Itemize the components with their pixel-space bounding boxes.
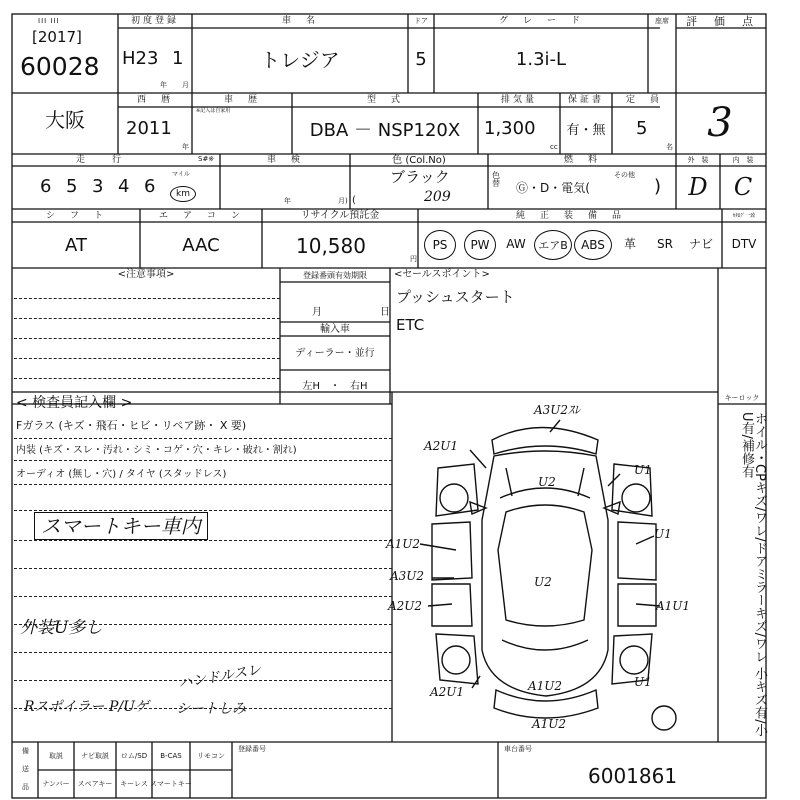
keylock-label: キーロック [724, 393, 760, 402]
shift-label: シ フ ト [45, 210, 106, 221]
mileage-digit: 4 [118, 176, 130, 197]
color: ブラック [390, 168, 450, 186]
inspector-line [14, 540, 392, 541]
displacement: 1,300 [484, 118, 536, 139]
inspector-line [14, 460, 392, 461]
import-type: ディーラー・並行 [295, 348, 375, 359]
equipment-aw: AW [506, 237, 526, 251]
door-label: ドア [414, 17, 428, 25]
fuel-options: Ⓖ・D・電気( [516, 181, 590, 195]
damage-mark: U2 [538, 475, 556, 489]
import-label: 輸入車 [320, 323, 350, 335]
damage-mark: U1 [634, 675, 652, 689]
first-reg-era: H23 [122, 48, 159, 69]
year-unit: 年 [160, 81, 167, 89]
reg-expiry-label: 登録番頭有効期限 [303, 270, 367, 280]
chassis-label: 車台番号 [504, 745, 532, 753]
displacement-unit: cc [550, 143, 558, 151]
mileage-digit: 6 [40, 176, 52, 197]
inspector-line [14, 438, 392, 439]
handwritten-smart-key: スマートキー車内 [34, 512, 208, 540]
recycle-unit: 円 [410, 255, 417, 263]
location: 大阪 [45, 108, 85, 132]
mileage-km: km [170, 186, 196, 202]
exterior-label: 外 装 [687, 156, 709, 164]
color-change-label: 色替 [492, 171, 500, 188]
first-reg-month: 1 [172, 48, 184, 69]
note-line [14, 358, 280, 359]
fuel-other-label: その他 [614, 171, 635, 179]
note-line [14, 338, 280, 339]
sales-points-label: <セールスポイント> [394, 269, 490, 280]
handwritten-exterior: 外装U多し [20, 618, 103, 638]
footer-item: キーレス [120, 779, 148, 788]
model-year: 2011 [126, 118, 172, 139]
first-reg-label: 初度登録 [130, 16, 179, 26]
color-number: 209 [424, 189, 451, 205]
history-note: ※記入は自家用 [196, 108, 231, 114]
footer-item: ナビ取説 [81, 751, 109, 760]
mileage-mile: マイル [172, 171, 190, 178]
grade-label: グ レ ー ド [498, 16, 583, 26]
mileage-digit: 6 [144, 176, 156, 197]
equipment-navi: ナビ [688, 237, 713, 251]
lot-number: 60028 [20, 52, 100, 81]
damage-mark: A1U1 [656, 599, 691, 613]
score: 3 [707, 100, 733, 146]
warranty: 有・無 [566, 122, 606, 138]
damage-mark: A2U1 [424, 439, 459, 453]
footer-label-c: 送 [22, 765, 29, 773]
damage-mark: A1U2 [532, 717, 567, 731]
fuel-label: 燃 料 [563, 155, 600, 165]
note-line [14, 298, 280, 299]
capacity-label: 定 員 [625, 95, 662, 105]
car-name-label: 車 名 [281, 16, 318, 26]
capacity-unit: 名 [666, 143, 673, 151]
interior-grade: C [733, 173, 753, 201]
inspection-year-unit: 年 [284, 197, 291, 205]
side-note: ホイル・CPキズ/ワレ/ドアミラーキズ/ワレ 小キズ有/小U有/補修有 [739, 412, 767, 737]
year-code-top: III III [38, 17, 60, 25]
damage-mark: U2 [534, 575, 552, 589]
equipment-leather: 革 [623, 237, 636, 251]
history-label: 車 歴 [223, 95, 260, 105]
damage-mark: U1 [634, 463, 652, 477]
color-label: 色 (Col.No) [392, 154, 446, 166]
glass-line: Fガラス (キズ・飛石・ヒビ・リペア跡・ X 要) [16, 419, 247, 432]
score-label: 評 価 点 [686, 15, 756, 28]
recycle-label: リサイクル預託金 [300, 210, 380, 221]
equipment-airbag: エアB [534, 230, 572, 260]
exterior-grade: D [688, 173, 708, 201]
plate-label: 登録番号 [238, 745, 266, 753]
handwritten-handle: ハンドルスレ [177, 661, 263, 693]
reg-month: 月 [312, 307, 322, 318]
equipment-label: 純 正 装 備 品 [515, 210, 624, 221]
ac-label: エ ア コ ン [158, 210, 243, 221]
inspector-line [14, 510, 392, 511]
sales-point: ETC [396, 316, 425, 334]
catalyst-label: ｶﾀﾛｸﾞ一致 [732, 212, 756, 219]
reg-day: 日 [380, 307, 390, 318]
damage-mark: U1 [654, 527, 672, 541]
seat-header-label: 座席 [655, 17, 669, 25]
year-code: [2017] [32, 28, 82, 46]
inspector-line [14, 652, 392, 653]
equipment-abs: ABS [574, 230, 612, 260]
damage-mark: A2U1 [430, 685, 465, 699]
footer-item: スペアキー [77, 779, 113, 788]
footer-item: B-CAS [160, 751, 182, 760]
mileage-digit: 3 [92, 176, 104, 197]
chassis-number: 6001861 [588, 764, 678, 788]
footer-item: ロム/SD [120, 751, 148, 760]
steering: 左H ・ 右H [302, 381, 368, 392]
month-unit: 月 [182, 81, 189, 89]
inspector-line [14, 568, 392, 569]
inspection-label: 車 検 [266, 155, 303, 165]
model-year-unit: 年 [182, 143, 189, 151]
doors: 5 [415, 49, 427, 70]
displacement-label: 排気量 [500, 95, 537, 105]
handwritten-seat: シートしみ [176, 701, 246, 717]
footer-item: スマートキー [150, 779, 192, 788]
recycle-fee: 10,580 [296, 234, 366, 258]
mileage-label: 走 行 [75, 155, 124, 165]
equipment-ps: PS [424, 230, 456, 260]
mileage-digits [34, 172, 164, 202]
footer-item: 取説 [49, 751, 63, 760]
handwritten-spoiler: Rスポイラー P/Uゲ [24, 699, 149, 715]
damage-mark: A1U2 [386, 537, 421, 551]
damage-mark: A2U2 [388, 599, 423, 613]
footer-item: ナンバー [42, 779, 70, 788]
footer-item: リモコン [197, 751, 225, 760]
ac: AAC [182, 235, 220, 256]
inspector-line [14, 484, 392, 485]
caution-label: <注意事項> [117, 269, 175, 280]
footer-label-b: 品 [22, 783, 29, 791]
model-code: DBA － NSP120X [309, 120, 461, 141]
equipment-pw: PW [464, 230, 496, 260]
era-label: 西 暦 [136, 95, 173, 105]
interior-line: 内装 (キズ・スレ・汚れ・シミ・コゲ・穴・キレ・破れ・割れ) [16, 445, 297, 456]
inspection-month-unit: 月) [338, 197, 348, 205]
shift: AT [65, 235, 87, 256]
damage-mark: A3U2ｽﾚ [534, 403, 581, 417]
damage-mark: A1U2 [528, 679, 563, 693]
damage-mark: A3U2 [390, 569, 425, 583]
type-label: 型 式 [366, 95, 403, 105]
inspector-title: < 検査員記入欄 > [16, 395, 133, 411]
equipment-sunroof: SR [657, 237, 673, 251]
audio-tire-line: オーディオ (無し・穴) / タイヤ (スタッドレス) [16, 469, 227, 480]
inspector-line [14, 596, 392, 597]
s-label: S#※ [198, 155, 215, 163]
note-line [14, 318, 280, 319]
mileage-digit: 5 [66, 176, 78, 197]
interior-label: 内 装 [732, 156, 754, 164]
warranty-label: 保証書 [567, 95, 604, 105]
note-line [14, 378, 280, 379]
equipment-dtv: DTV [731, 237, 757, 251]
sales-point: プッシュスタート [396, 288, 515, 306]
inspection-open: ( [352, 195, 356, 206]
footer-label-a: 備 [22, 747, 29, 755]
car-name: トレジア [260, 48, 340, 72]
grade: 1.3i-L [515, 49, 567, 70]
fuel-close: ) [654, 176, 662, 197]
capacity: 5 [636, 118, 648, 139]
